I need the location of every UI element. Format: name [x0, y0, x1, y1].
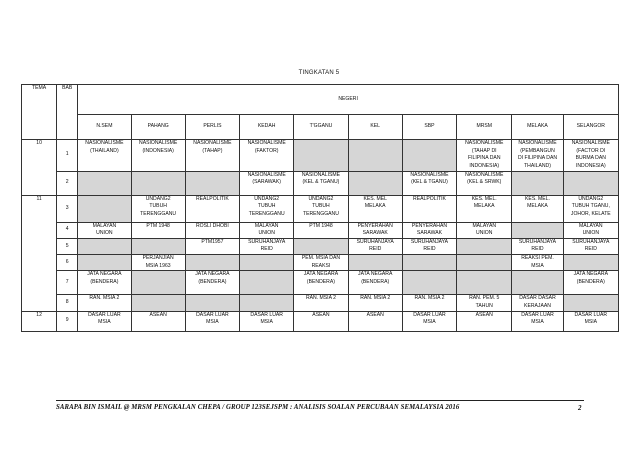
topic-line: REID [423, 246, 436, 253]
topic-cell [457, 255, 512, 271]
topic-cell [348, 171, 402, 195]
topic-line: DASAR DASAR [519, 295, 556, 302]
topic-line: (BENDERA) [306, 279, 335, 286]
topic-cell [348, 195, 402, 222]
topic-cell [512, 140, 563, 172]
bab-cell: 2 [57, 171, 78, 195]
topic-line: (KEL & SRWK) [467, 179, 502, 186]
header-state: MELAKA [512, 115, 563, 140]
topic-cell [348, 140, 402, 172]
topic-cell [131, 295, 185, 311]
topic-cell [131, 171, 185, 195]
topic-line: KERAJAAN [524, 303, 551, 310]
topic-line: NASIONALISME [465, 171, 504, 178]
topic-cell [131, 140, 185, 172]
topic-line: TERENGGANU [302, 210, 339, 217]
topic-line: (TAHAP DI [471, 147, 497, 154]
topic-cell [78, 140, 131, 172]
topic-line: SARAWAK [416, 230, 443, 237]
topic-line: DASAR LUAR [88, 311, 121, 318]
topic-cell [240, 238, 294, 254]
topic-cell [512, 255, 563, 271]
topic-line: JOHOR, KELATE [570, 210, 611, 217]
topic-line: (BENDERA) [198, 279, 227, 286]
topic-line: NASIONALISME [193, 140, 232, 146]
topic-line: REALPOLITIK [195, 195, 229, 202]
topic-cell [512, 271, 563, 295]
topic-line: PENYERAHAN [357, 222, 393, 229]
topic-line: (BENDERA) [576, 279, 605, 286]
topic-cell [563, 171, 618, 195]
topic-line: ASEAN [366, 311, 384, 318]
topic-cell [131, 222, 185, 238]
topic-line: REID [369, 246, 382, 253]
table-row [22, 311, 619, 331]
topic-line: NASIONALISME [139, 140, 178, 146]
topic-line: PTM 1948 [146, 222, 170, 229]
topic-line: SURUHANJAYA [518, 238, 557, 245]
topic-line: SURUHANJAYA [356, 238, 394, 245]
topic-cell [402, 140, 456, 172]
table-row [22, 195, 619, 222]
topic-cell [457, 295, 512, 311]
topic-line: MSIA 1963 [145, 262, 171, 269]
topic-cell [240, 255, 294, 271]
topic-cell [294, 140, 348, 172]
topic-cell [402, 171, 456, 195]
topic-line: (INDONESIA) [142, 147, 174, 154]
topic-line: REAKSI PEM. [521, 255, 554, 262]
topic-line: PERJANJIAN [142, 255, 174, 262]
topic-cell [185, 271, 239, 295]
topic-line: SURUHANJAYA [572, 238, 610, 245]
topic-cell [294, 222, 348, 238]
page-title: TINGKATAN 5 [298, 70, 340, 76]
topic-line: MSIA [423, 319, 436, 326]
topic-cell [512, 195, 563, 222]
topic-cell [78, 171, 131, 195]
topic-cell [294, 255, 348, 271]
topic-line: JATA NEGARA [303, 271, 339, 278]
table-body [22, 85, 619, 332]
bab-cell: 1 [57, 140, 78, 172]
topic-cell [131, 255, 185, 271]
topic-line: RAN. MSIA 2 [360, 295, 391, 302]
table-row [22, 255, 619, 271]
topic-cell [240, 311, 294, 331]
table-row [22, 271, 619, 295]
topic-cell [402, 311, 456, 331]
topic-line: NASIONALISME [571, 140, 610, 146]
topic-line: UNDANG2 [145, 195, 171, 202]
topic-line: ROSLI DHOBI [195, 222, 229, 229]
topic-cell [185, 140, 239, 172]
topic-line: JATA NEGARA [87, 271, 122, 278]
topic-cell [563, 222, 618, 238]
topic-line: PTM1957 [201, 238, 224, 245]
topic-cell [131, 271, 185, 295]
topic-line: (SARAWAK) [252, 179, 281, 186]
topic-line: RAN. MSIA 2 [305, 295, 336, 302]
header-negeri: NEGERI [78, 85, 619, 115]
topic-cell [185, 222, 239, 238]
topic-cell [348, 222, 402, 238]
topic-cell [512, 238, 563, 254]
topic-line: JATA NEGARA [358, 271, 393, 278]
topic-line: KES. MEL [363, 195, 387, 202]
topic-line: INDONESIA) [575, 162, 606, 169]
topic-line: (THAILAND) [90, 147, 119, 154]
topic-line: MALAYAN [254, 222, 279, 229]
header-tema: TEMA [22, 85, 57, 140]
topic-line: KES. MEL. [471, 195, 497, 202]
header-state: KEL [348, 115, 402, 140]
topic-cell [78, 255, 131, 271]
topic-cell [78, 238, 131, 254]
topic-line: DI FILIPINA DAN [517, 155, 558, 162]
topic-line: THAILAND) [524, 162, 551, 169]
topic-line: BURMA DAN [575, 155, 606, 162]
topic-cell [294, 195, 348, 222]
topic-line: REAKSI [311, 262, 331, 269]
topic-cell [131, 238, 185, 254]
topic-cell [402, 295, 456, 311]
topic-line: DASAR LUAR [250, 311, 283, 318]
topic-cell [78, 311, 131, 331]
topic-line: NASIONALISME [410, 171, 449, 178]
topic-cell [348, 238, 402, 254]
topic-cell [240, 271, 294, 295]
topic-line: MSIA [260, 319, 273, 326]
schedule-table [21, 84, 619, 332]
topic-line: TUBUH TGANU, [571, 203, 610, 210]
topic-cell [457, 195, 512, 222]
topic-cell [185, 195, 239, 222]
topic-line: MALAYAN [92, 222, 117, 229]
topic-line: UNION [476, 230, 493, 237]
header-state: PERLIS [185, 115, 239, 140]
topic-line: MALAYAN [579, 222, 603, 229]
topic-cell [240, 140, 294, 172]
topic-line: NASIONALISME [85, 140, 124, 146]
topic-line: MELAKA [473, 203, 495, 210]
topic-line: ASEAN [149, 311, 167, 318]
topic-line: (BENDERA) [90, 279, 119, 286]
topic-line: REID [260, 246, 273, 253]
topic-line: DASAR LUAR [413, 311, 446, 318]
bab-cell: 5 [57, 238, 78, 254]
topic-cell [457, 171, 512, 195]
topic-cell [457, 311, 512, 331]
topic-line: (FAKTOR) [254, 147, 279, 154]
topic-cell [512, 295, 563, 311]
footer-text: SARAPA BIN ISMAIL @ MRSM PENGKALAN CHEPA / GROUP 123SEJSPM : ANALISIS SOALAN PERCUBAAN SEMALAYSIA 2016 [56, 404, 460, 411]
bab-cell: 7 [57, 271, 78, 295]
topic-cell [240, 195, 294, 222]
topic-line: (FACTOR DI [576, 147, 606, 154]
topic-line: JATA NEGARA [195, 271, 230, 278]
topic-cell [78, 222, 131, 238]
topic-line: (KEL & TGANU) [411, 179, 448, 186]
header-state: PAHANG [131, 115, 185, 140]
topic-cell [402, 195, 456, 222]
header-state: T'GGANU [294, 115, 348, 140]
topic-cell [294, 295, 348, 311]
topic-cell [185, 295, 239, 311]
topic-cell [294, 271, 348, 295]
topic-cell [457, 238, 512, 254]
tema-cell: 12 [22, 311, 57, 331]
topic-line: SURUHANJAYA [248, 238, 286, 245]
topic-line: MELAKA [364, 203, 386, 210]
bab-cell: 8 [57, 295, 78, 311]
topic-cell [563, 195, 618, 222]
topic-line: MSIA [531, 319, 544, 326]
topic-cell [78, 295, 131, 311]
topic-line: UNION [258, 230, 275, 237]
topic-cell [348, 271, 402, 295]
page-number: 2 [578, 404, 582, 412]
topic-line: PTM 1948 [309, 222, 333, 229]
topic-line: FILIPINA DAN [467, 155, 501, 162]
topic-line: INDONESIA) [469, 162, 500, 169]
topic-line: DASAR LUAR [521, 311, 554, 318]
bab-cell: 3 [57, 195, 78, 222]
topic-line: MSIA [206, 319, 219, 326]
topic-cell [131, 195, 185, 222]
topic-line: PEM. MSIA DAN [301, 255, 341, 262]
topic-cell [563, 238, 618, 254]
topic-cell [78, 271, 131, 295]
topic-cell [512, 311, 563, 331]
topic-cell [240, 171, 294, 195]
table-row [22, 140, 619, 172]
table-row [22, 222, 619, 238]
topic-line: NASIONALISME [518, 140, 557, 146]
tema-cell: 11 [22, 195, 57, 311]
topic-cell [348, 255, 402, 271]
topic-line: (BENDERA) [361, 279, 390, 286]
topic-line: UNION [96, 230, 113, 237]
topic-cell [563, 140, 618, 172]
topic-line: UNDANG2 [254, 195, 280, 202]
topic-line: SARAWAK [362, 230, 388, 237]
header-row-negeri [22, 85, 619, 115]
topic-cell [294, 311, 348, 331]
topic-cell [512, 222, 563, 238]
topic-cell [563, 271, 618, 295]
topic-cell [512, 171, 563, 195]
topic-cell [185, 238, 239, 254]
topic-line: UNION [582, 230, 600, 237]
topic-cell [563, 311, 618, 331]
header-bab: BAB [57, 85, 78, 140]
topic-cell [240, 295, 294, 311]
tema-cell: 10 [22, 140, 57, 196]
topic-line: NASIONALISME [465, 140, 504, 146]
header-state: MRSM [457, 115, 512, 140]
header-state: SBP [402, 115, 456, 140]
topic-line: SURUHANJAYA [410, 238, 449, 245]
topic-line: RAN. MSIA 2 [89, 295, 120, 302]
topic-cell [78, 195, 131, 222]
topic-line: (PEMBANGUN [520, 147, 555, 154]
topic-line: (KEL & TGANU) [302, 179, 340, 186]
topic-cell [402, 255, 456, 271]
topic-cell [185, 255, 239, 271]
topic-cell [348, 311, 402, 331]
topic-line: TUBUH [257, 203, 276, 210]
header-state: KEDAH [240, 115, 294, 140]
topic-line: NASIONALISME [247, 171, 286, 178]
topic-cell [563, 255, 618, 271]
topic-line: NASIONALISME [301, 171, 341, 178]
topic-line: TAHUN [475, 303, 493, 310]
topic-line: MELAKA [527, 203, 548, 210]
topic-line: TERENGGANU [140, 210, 177, 217]
topic-line: RAN. MSIA 2 [414, 295, 445, 302]
topic-line: TERENGGANU [248, 210, 285, 217]
topic-line: KES. MEL. [525, 195, 550, 202]
topic-line: PENYERAHAN [411, 222, 448, 229]
topic-cell [457, 222, 512, 238]
topic-line: ASEAN [312, 311, 330, 318]
topic-cell [402, 238, 456, 254]
bab-cell: 6 [57, 255, 78, 271]
table-row [22, 171, 619, 195]
bab-cell: 9 [57, 311, 78, 331]
bab-cell: 4 [57, 222, 78, 238]
table-row [22, 295, 619, 311]
topic-cell [457, 140, 512, 172]
topic-line: DASAR LUAR [196, 311, 229, 318]
topic-cell [294, 238, 348, 254]
topic-cell [563, 295, 618, 311]
topic-cell [457, 271, 512, 295]
topic-cell [185, 311, 239, 331]
topic-line: RAN. PEM. 5 [469, 295, 500, 302]
topic-line: (TAHAP) [202, 147, 223, 154]
topic-cell [240, 222, 294, 238]
topic-cell [402, 222, 456, 238]
topic-line: TUBUH [312, 203, 330, 210]
topic-cell [294, 171, 348, 195]
header-state: N.SEM [78, 115, 131, 140]
topic-line: REALPOLITIK [413, 195, 446, 202]
topic-cell [348, 295, 402, 311]
topic-cell [131, 311, 185, 331]
topic-line: ASEAN [475, 311, 493, 318]
topic-line: MSIA [531, 262, 544, 269]
topic-line: NASIONALISME [247, 140, 286, 146]
topic-line: UNDANG2 [308, 195, 334, 202]
topic-line: JATA NEGARA [573, 271, 608, 278]
topic-line: MSIA [98, 319, 111, 326]
topic-line: MSIA [584, 319, 598, 326]
topic-cell [402, 271, 456, 295]
topic-line: UNDANG2 [578, 195, 604, 202]
topic-line: DASAR LUAR [574, 311, 608, 318]
table-row [22, 238, 619, 254]
header-row-states [22, 115, 619, 140]
header-state: SELANGOR [563, 115, 618, 140]
topic-line: REID [584, 246, 597, 253]
topic-line: MALAYAN [472, 222, 497, 229]
topic-cell [185, 171, 239, 195]
footer-rule [56, 400, 584, 401]
topic-line: REID [531, 246, 544, 253]
topic-line: TUBUH [149, 203, 167, 210]
